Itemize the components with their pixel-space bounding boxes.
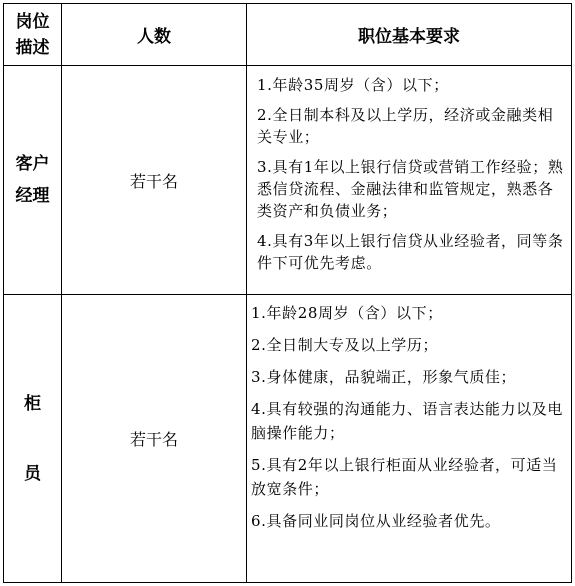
requirement-item: 2.全日制本科及以上学历，经济或金融类相关专业； [257,106,554,146]
count-cell: 若干名 [62,295,247,583]
position-name-line1: 客户 [15,154,50,174]
header-requirements: 职位基本要求 [247,4,572,66]
header-count: 人数 [62,4,247,66]
position-name-line2: 经理 [15,186,50,206]
requirement-item: 4.具有3年以上银行信贷从业经验者，同等条件下可优先考虑。 [257,232,564,272]
header-position-line2: 描述 [15,37,50,58]
requirements-cell [247,66,572,295]
table-row [4,295,572,583]
position-cell [4,295,62,583]
position-cell [4,66,62,295]
position-name-line1: 柜 [24,393,41,414]
requirement-item: 6.具备同业同岗位从业经验者优先。 [251,512,501,530]
header-position [4,4,62,66]
requirement-item: 4.具有较强的沟通能力、语言表达能力以及电脑操作能力； [251,400,563,442]
job-requirements-table [3,3,572,583]
requirements-cell [247,295,572,583]
requirement-item: 3.具有1年以上银行信贷或营销工作经验；熟悉信贷流程、金融法律和监管规定，熟悉各类资产和负债业务； [257,158,564,220]
requirement-item: 2.全日制大专及以上学历； [251,336,439,354]
header-row [4,4,572,66]
requirement-item: 1.年龄28周岁（含）以下； [251,304,443,322]
position-name-line2: 员 [24,463,41,484]
requirement-item: 5.具有2年以上银行柜面从业经验者，可适当放宽条件； [251,456,558,498]
table-row [4,66,572,295]
count-cell: 若干名 [62,66,247,295]
requirement-item: 1.年龄35周岁（含）以下； [257,76,449,94]
requirement-item: 3.身体健康，品貌端正，形象气质佳； [251,368,517,386]
header-position-line1: 岗位 [15,11,50,32]
